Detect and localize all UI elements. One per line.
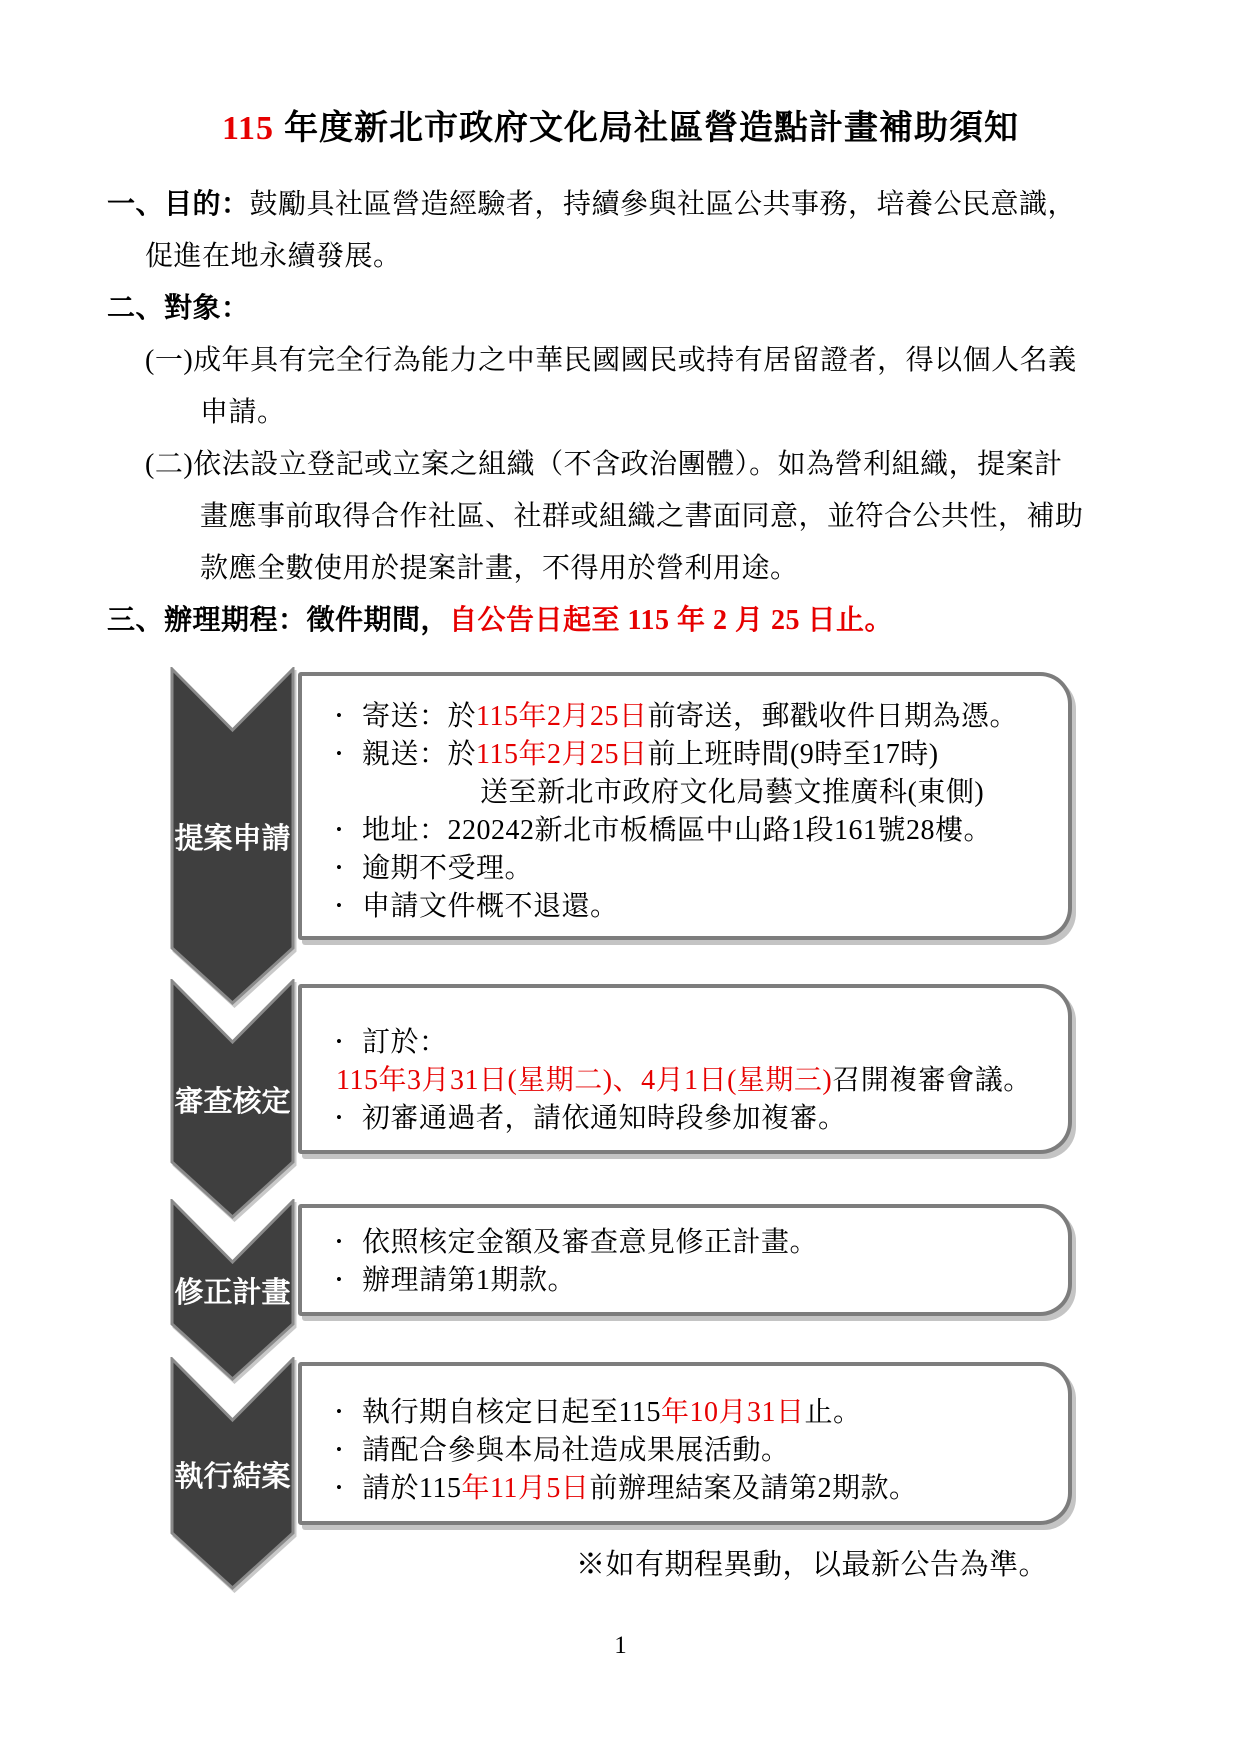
text-segment: 寄送：於 [362,701,477,732]
deadline-date-text: 115年3月31日(星期二)、4月1日(星期三) [336,1065,833,1096]
bullet-icon: • [336,1032,343,1051]
text-segment: 送至新北市政府文化局藝文推廣科(東側) [480,777,985,808]
text-segment: 親送：於 [362,739,477,770]
box-line [322,1024,1056,1062]
body-line [107,179,1152,231]
box-line [322,1394,1056,1432]
bullet-icon: • [336,706,343,725]
page-title [0,100,1241,149]
box-line [322,774,1056,812]
step-content-box [298,672,1072,940]
text-segment: 款應全數使用於提案計畫，不得用於營利用途。 [200,553,799,584]
box-line [322,812,1056,850]
box-line [322,1432,1056,1470]
body-line [200,543,1152,595]
text-segment: 逾期不受理。 [362,853,534,884]
bullet-icon: • [336,1440,343,1459]
body-line [145,335,1152,387]
body-line [200,491,1152,543]
text-segment: 止。 [804,1397,862,1428]
box-line [322,736,1056,774]
text-segment: 前辦理結案及請第2期款。 [589,1473,918,1504]
bullet-icon: • [336,744,343,763]
bullet-icon: • [336,858,343,877]
bullet-icon: • [336,820,343,839]
box-line [322,850,1056,888]
bullet-icon: • [336,1270,343,1289]
step-content-box [298,984,1072,1154]
text-segment: 畫應事前取得合作社區、社群或組織之書面同意，並符合公共性，補助 [200,501,1084,532]
box-line [322,1224,1056,1262]
text-segment: (二)依法設立登記或立案之組織（不含政治團體）。如為營利組織，提案計 [145,449,1063,480]
body-text [107,179,1152,647]
title-text: 年度新北市政府文化局社區營造點計畫補助須知 [284,110,1020,147]
flow-step [170,1362,1072,1525]
body-line [145,439,1152,491]
step-content-box [298,1362,1072,1525]
text-segment: 二、對象： [107,293,250,324]
text-segment: (一)成年具有完全行為能力之中華民國國民或持有居留證者，得以個人名義 [145,345,1077,376]
step-label: 執行結案 [174,1460,291,1493]
schedule-note: ※如有期程異動，以最新公告為準。 [575,1549,1048,1581]
box-line [322,1100,1056,1138]
deadline-date-text: 自公告日起至 115 年 2 月 25 日止。 [449,605,893,636]
step-content-box [298,1204,1072,1316]
box-line [322,698,1056,736]
text-segment: 召開複審會議。 [832,1065,1032,1096]
box-line [322,1062,1056,1100]
text-segment: 前上班時間(9時至17時) [647,739,939,770]
body-line [107,283,1152,335]
body-line [145,231,1152,283]
deadline-date-text: 115年2月25日 [476,739,648,770]
step-label: 提案申請 [174,823,291,855]
deadline-date-text: 年11月5日 [461,1473,590,1504]
text-segment: 鼓勵具社區營造經驗者，持續參與社區公共事務，培養公民意識， [249,189,1077,220]
step-label: 修正計畫 [174,1277,291,1309]
bullet-icon: • [336,1108,343,1127]
page-number: 1 [614,1632,627,1659]
flow-step [170,984,1072,1154]
flow-step [170,1204,1072,1316]
text-segment: 辦理請第1期款。 [362,1265,577,1296]
text-segment: 前寄送，郵戳收件日期為憑。 [647,701,1018,732]
text-segment: 訂於： [362,1027,448,1058]
text-segment: 依照核定金額及審查意見修正計畫。 [362,1227,819,1258]
flowchart [170,672,1072,1525]
box-line [322,888,1056,926]
bullet-icon: • [336,896,343,915]
box-line [322,1470,1056,1508]
text-segment: 促進在地永續發展。 [145,241,402,272]
title-year-number: 115 [221,110,275,147]
body-line [107,595,1152,647]
bullet-icon: • [336,1478,343,1497]
text-segment: 三、辦理期程：徵件期間， [107,605,450,636]
flow-step [170,672,1072,940]
bullet-icon: • [336,1232,343,1251]
text-segment: 請於115 [362,1473,462,1504]
text-segment: 一、目的： [107,189,250,220]
text-segment: 申請。 [200,397,286,428]
bullet-icon: • [336,1402,343,1421]
step-label: 審查核定 [174,1086,291,1118]
text-segment: 申請文件概不退還。 [362,891,619,922]
text-segment: 請配合參與本局社造成果展活動。 [362,1435,790,1466]
deadline-date-text: 115年2月25日 [476,701,648,732]
text-segment: 地址：220242新北市板橋區中山路1段161號28樓。 [362,815,993,846]
box-line [322,1262,1056,1300]
text-segment: 執行期自核定日起至115 [362,1397,661,1428]
text-segment: 初審通過者，請依通知時段參加複審。 [362,1103,847,1134]
deadline-date-text: 年10月31日 [660,1397,805,1428]
body-line [200,387,1152,439]
